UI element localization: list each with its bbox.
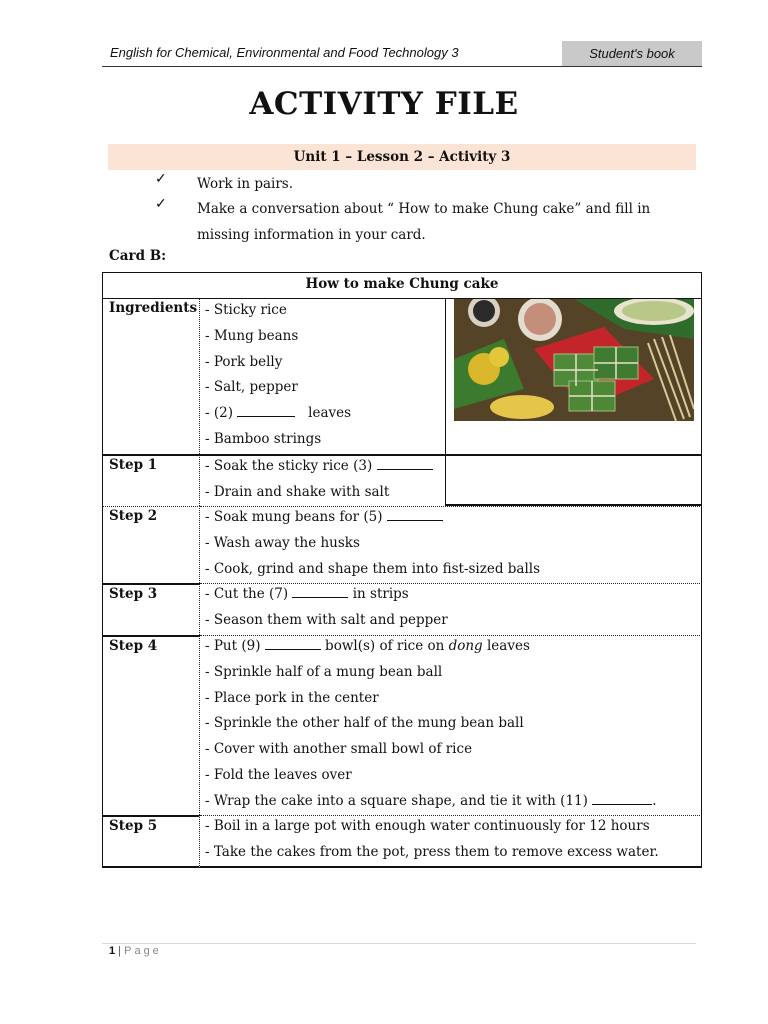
ingredients-label-cell <box>102 299 200 454</box>
book-label: Student's book <box>562 41 702 66</box>
step-body-cell <box>200 815 702 868</box>
checkmark-icon: ✓ <box>155 171 167 187</box>
unit-bar: Unit 1 – Lesson 2 – Activity 3 <box>108 144 696 170</box>
page-footer: 1 | Page <box>109 945 162 957</box>
ingredient-item: - Sticky rice <box>205 302 287 318</box>
step-label-cell <box>102 815 200 868</box>
step-line: - Wash away the husks <box>205 534 360 551</box>
answer-blank[interactable] <box>387 508 443 521</box>
step-line: - Sprinkle half of a mung bean ball <box>205 663 443 680</box>
card-label: Card B: <box>109 248 167 264</box>
page-title: ACTIVITY FILE <box>249 86 519 122</box>
step-body-cell <box>200 635 702 815</box>
step-label-cell <box>102 583 200 635</box>
ingredient-item-blank: - (2) leaves <box>205 405 352 422</box>
ingredients-label: Ingredients <box>109 300 198 316</box>
ingredient-item: - Mung beans <box>205 327 299 344</box>
instruction-text: Work in pairs. <box>197 176 293 192</box>
empty-cell <box>446 454 702 506</box>
step-line: - Wrap the cake into a square shape, and tie it with (11) . <box>205 792 657 809</box>
page-number: 1 <box>109 945 116 957</box>
step-line: - Soak the sticky rice (3) <box>205 456 433 482</box>
step-label: Step 3 <box>109 586 158 602</box>
step-label-cell <box>102 454 200 506</box>
step-line: - Fold the leaves over <box>205 766 352 783</box>
course-title: English for Chemical, Environmental and Food Technology 3 <box>110 45 459 60</box>
step-line: - Place pork in the center <box>205 689 379 706</box>
answer-blank[interactable] <box>265 637 321 650</box>
footer-rule <box>102 943 696 944</box>
step-label: Step 4 <box>109 638 158 654</box>
ingredient-item: - Bamboo strings <box>205 430 322 447</box>
ingredients-list-cell <box>200 299 446 454</box>
step-line: - Soak mung beans for (5) <box>205 507 540 533</box>
page-header <box>102 41 702 67</box>
ingredient-item: - Salt, pepper <box>205 379 298 396</box>
chung-cake-photo <box>454 299 694 421</box>
recipe-table <box>102 272 702 868</box>
ingredient-item: - Pork belly <box>205 353 283 370</box>
answer-blank[interactable] <box>592 792 652 805</box>
step-label-cell <box>102 506 200 583</box>
step-label: Step 2 <box>109 508 158 524</box>
step-line: - Boil in a large pot with enough water continuously for 12 hours <box>205 818 650 834</box>
answer-blank[interactable] <box>237 404 295 417</box>
step-body-cell <box>200 506 702 583</box>
table-title: How to make Chung cake <box>102 272 702 299</box>
step-line: - Cover with another small bowl of rice <box>205 741 473 758</box>
step-line: - Drain and shake with salt <box>205 483 390 500</box>
step-body-cell <box>200 454 446 506</box>
step-label: Step 1 <box>109 457 158 473</box>
step-label-cell <box>102 635 200 815</box>
step-line: - Cut the (7) in strips <box>205 586 409 602</box>
step-line: - Season them with salt and pepper <box>205 611 448 628</box>
checkmark-icon: ✓ <box>155 196 167 212</box>
step-body-cell <box>200 583 702 635</box>
step-line: - Put (9) bowl(s) of rice on dong leaves <box>205 638 530 654</box>
step-line: - Cook, grind and shape them into fist-sized balls <box>205 560 541 577</box>
step-line: - Sprinkle the other half of the mung bean ball <box>205 715 524 732</box>
answer-blank[interactable] <box>292 585 348 598</box>
answer-blank[interactable] <box>377 457 433 470</box>
step-line: - Take the cakes from the pot, press them to remove excess water. <box>205 843 659 860</box>
instruction-text: Make a conversation about “ How to make Chung cake” and fill in missing information in your card. <box>197 201 651 243</box>
page-word: Page <box>124 945 162 957</box>
step-label: Step 5 <box>109 818 158 834</box>
